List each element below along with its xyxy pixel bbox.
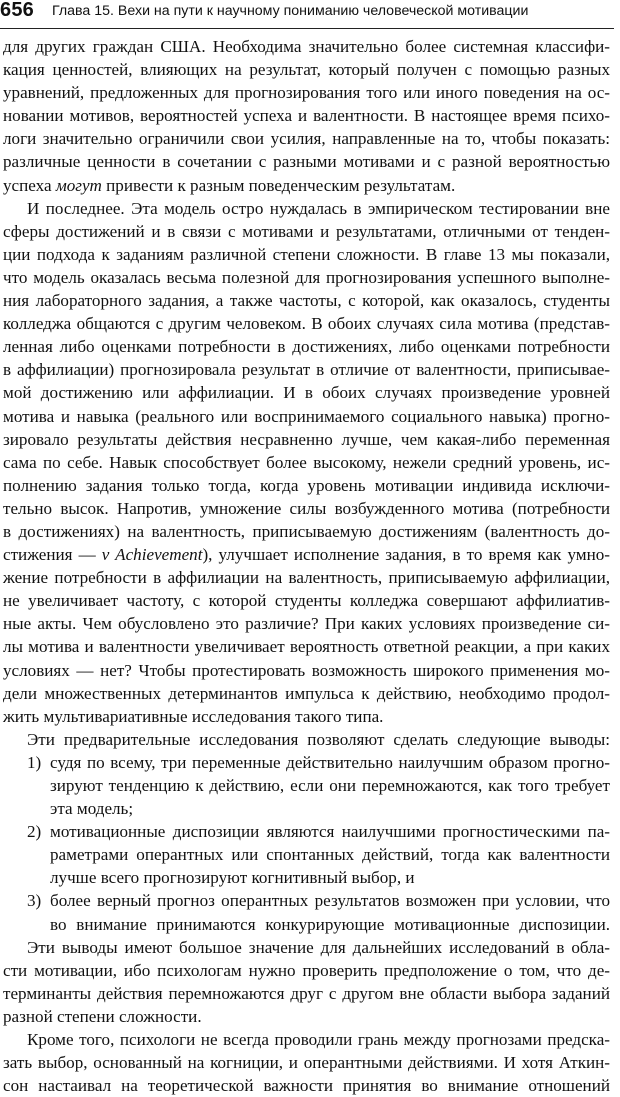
- text-line: ции подхода к заданиям различной степени сложности. В главе 13 мы показали,: [3, 244, 610, 264]
- text-line: жение потребности в аффилиации на валентность, приписываемую аффилиации,: [3, 568, 610, 588]
- emphasis-text: v Achievement: [101, 545, 203, 565]
- conclusions-list: [3, 751, 610, 936]
- body-text: [3, 35, 610, 1097]
- text-run: стижения —: [3, 545, 102, 565]
- list-item: [3, 820, 610, 889]
- text-line: [3, 820, 610, 843]
- text-line: И последнее. Эта модель остро нуждалась в эмпирическом тестировании вне: [27, 198, 610, 218]
- text-line: терминанты действия перемножаются друг с другом вне области выбора заданий: [3, 983, 610, 1003]
- running-head: Глава 15. Вехи на пути к научному пониманию человеческой мотивации: [52, 3, 529, 19]
- text-line: что модель оказалась весьма полезной для прогнозирования успешного выполне-: [3, 267, 610, 287]
- text-run: мотивационные диспозиции являются наилучшими прогностическими па-: [50, 822, 610, 842]
- text-line: лы мотива и валентности увеличивает вероятность ответной реакции, а при каких: [3, 637, 610, 657]
- text-line: полнению задания только тогда, когда уровень мотивации индивида исключи-: [3, 475, 610, 495]
- text-line: мой достижению или аффилиации. И в обоих случаях произведение уровней: [3, 383, 610, 403]
- paragraph-4: [3, 936, 610, 1028]
- text-line: условиях — нет? Чтобы протестировать возможность широкого применения мо-: [3, 660, 610, 680]
- paragraph-1: [3, 35, 610, 197]
- text-line: ленная либо оценками потребности в достижениях, либо оценками потребности: [3, 337, 610, 357]
- list-number: 2): [27, 822, 42, 842]
- text-line: для других граждан США. Необходима значительно более системная классифи-: [3, 37, 610, 56]
- text-line: зировало результаты действия несравненно лучше, чем какая-либо переменная: [3, 429, 610, 449]
- text-line: ния лабораторного задания, а также частоты, с которой, как оказалось, студенты: [3, 291, 610, 311]
- text-run: успеха: [3, 175, 56, 195]
- text-line: сти мотивации, ибо психологам нужно проверить предположение о том, что де-: [3, 960, 610, 980]
- text-line: дели множественных детерминантов импульса к действию, необходимо продол-: [3, 683, 610, 703]
- text-line: [3, 543, 610, 566]
- text-line: Кроме того, психологи не всегда проводили грань между прогнозами предска-: [27, 1030, 610, 1050]
- text-line: раметрами оперантных или спонтанных действий, тогда как валентности: [50, 845, 610, 865]
- list-number: 3): [27, 891, 42, 911]
- text-line: различные ценности в сочетании с разными мотивами и с разной вероятностью: [3, 152, 610, 172]
- text-line: в достижениях) на валентность, приписываемую достижениям (валентность до-: [3, 521, 610, 541]
- list-item: [3, 889, 610, 935]
- text-line: зируют тенденцию к действию, если они перемножаются, как того требует: [50, 776, 610, 795]
- text-line: уравнений, предложенных для прогнозирования того или иного поведения на ос-: [3, 83, 610, 103]
- text-line: кация ценностей, влияющих на результат, который получен с помощью разных: [3, 60, 610, 80]
- text-line: логи значительно ограничили свои усилия, направленные на то, чтобы показать:: [3, 129, 610, 149]
- text-line: эта модель;: [50, 799, 134, 819]
- page-number: 656: [0, 0, 34, 21]
- list-item: [3, 751, 610, 820]
- text-line: сферы достижений и в связи с мотивами и результатами, отличными от тенден-: [3, 221, 610, 241]
- text-line: мотива и навыка (реального или воспринимаемого социального навыка) прогно-: [3, 406, 610, 426]
- paragraph-5: [3, 1028, 610, 1097]
- text-line: новании мотивов, вероятностей успеха и валентности. В настоящее время психо-: [3, 106, 610, 126]
- text-line: ные акты. Чем обусловлено это различие? При каких условиях произведение си-: [3, 614, 610, 634]
- text-line: жить мультивариативные исследования такого типа.: [3, 706, 384, 726]
- text-line: во внимание принимаются конкурирующие мотивационные диспозиции.: [50, 914, 610, 934]
- list-number: 1): [27, 752, 42, 772]
- text-run: более верный прогноз оперантных результатов возможен при условии, что: [50, 891, 610, 911]
- text-line: не увеличивает частоту, с которой студенты колледжа совершают аффилиатив-: [3, 591, 610, 611]
- text-run: ), улучшает исполнение задания, в то время как умно-: [202, 545, 610, 565]
- text-line: разной степени сложности.: [3, 1006, 202, 1026]
- text-line: [3, 174, 610, 197]
- text-line: колледжа общаются с другим человеком. В обоих случаях сила мотива (представ-: [3, 314, 610, 334]
- text-line: Эти предварительные исследования позволяют сделать следующие выводы:: [27, 729, 610, 749]
- text-line: лучше всего прогнозируют когнитивный выбор, и: [50, 868, 415, 888]
- text-line: сама по себе. Навык способствует более высокому, нежели средний уровень, ис-: [3, 452, 610, 472]
- text-line: тельно высок. Напротив, умножение силы возбужденного мотива (потребности: [3, 498, 610, 518]
- text-line: Эти выводы имеют большое значение для дальнейших исследований в обла-: [27, 937, 610, 957]
- text-line: сон настаивал на теоретической важности принятия во внимание отношений: [3, 1076, 610, 1096]
- text-line: в аффилиации) прогнозировала результат в отличие от валентности, приписывае-: [3, 360, 610, 380]
- page-header: [0, 0, 614, 29]
- text-run: судя по всему, три переменные действительно наилучшим образом прогно-: [50, 752, 610, 772]
- emphasis-text: могут: [55, 175, 102, 195]
- paragraph-2: [3, 197, 610, 728]
- text-line: [3, 751, 610, 774]
- text-run: привести к разным поведенческим результатам.: [101, 175, 456, 195]
- text-line: [3, 889, 610, 912]
- paragraph-3: [3, 728, 610, 751]
- text-line: зать выбор, основанный на когниции, и оперантными действиями. И хотя Аткин-: [3, 1053, 610, 1073]
